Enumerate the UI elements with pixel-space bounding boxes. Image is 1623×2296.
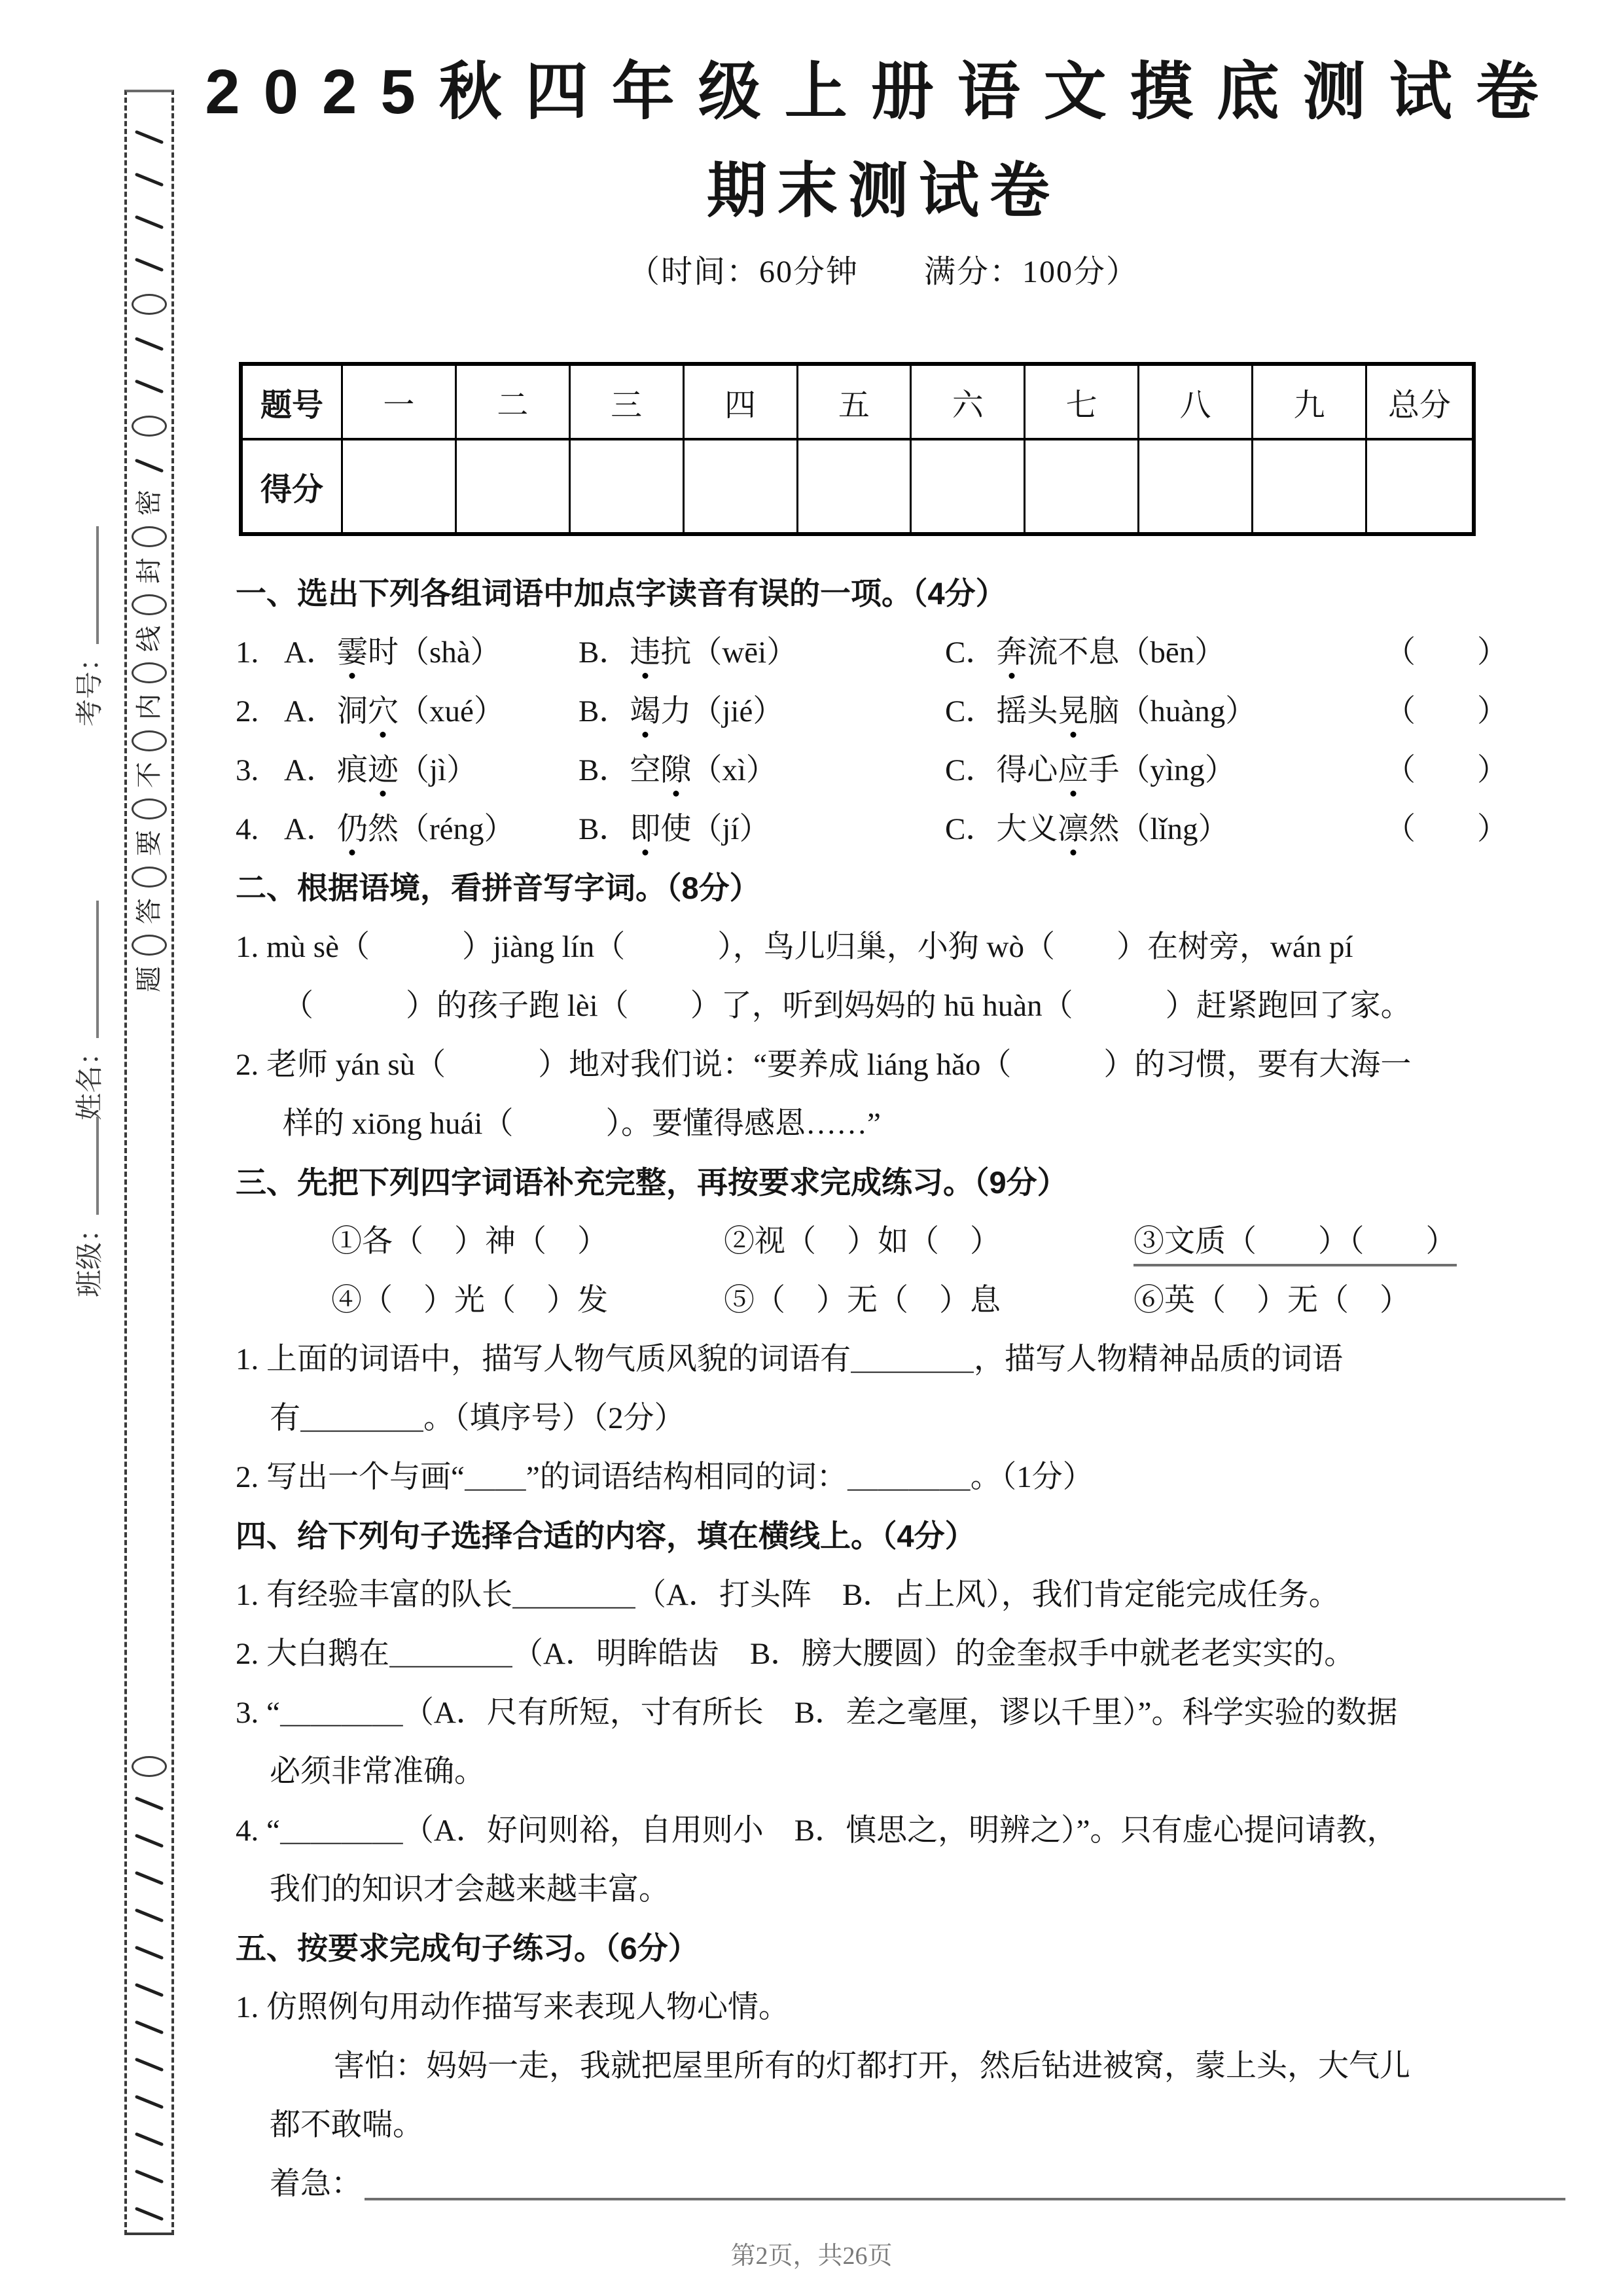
- idiom-item: ⑥英（ ）无（ ）: [1133, 1283, 1410, 1318]
- question-row: [236, 623, 1571, 682]
- dotted-char: 违: [630, 636, 661, 670]
- exam-number-label: [68, 526, 107, 726]
- option-text: A．: [284, 636, 337, 670]
- answer-line-row: [236, 2155, 1571, 2214]
- question-line: 2. 老师 yán sù（ ）地对我们说：“要养成 liáng hǎo（ ）的习惯，要有大海一: [236, 1048, 1412, 1082]
- option-text: C．: [945, 636, 997, 670]
- question-line: 4. “＿＿＿＿（A．好问则裕，自用则小 B．慎思之，明辨之）”。只有虚心提问请教，: [236, 1814, 1398, 1848]
- seal-slash-mark: [135, 2132, 164, 2147]
- example-line: 害怕：妈妈一走，我就把屋里所有的灯都打开，然后钻进被窝，蒙上头，大气儿: [334, 2049, 1410, 2083]
- answer-blank: （ ）: [1385, 812, 1508, 846]
- idiom-item: ⑤（ ）无（ ）息: [724, 1283, 1001, 1318]
- score-table-score-row: [241, 439, 1474, 534]
- seal-char: 内: [134, 694, 164, 720]
- paper-subtitle: 期末测试卷: [706, 158, 1060, 225]
- idiom-item: ②视（ ）如（ ）: [724, 1225, 1001, 1259]
- dotted-char: 迹: [367, 753, 399, 787]
- score-table-corner: 题号: [241, 364, 342, 439]
- dotted-char: 隙: [660, 753, 692, 787]
- seal-circle-icon: [132, 935, 167, 956]
- seal-circle-icon: [132, 294, 167, 315]
- option-text: C．得心: [945, 753, 1058, 787]
- example-line: 都不敢喘。: [270, 2108, 423, 2142]
- option-text: 抗（wēi）: [660, 636, 798, 670]
- score-table-col: 二: [455, 364, 569, 439]
- class-label: [68, 1117, 107, 1297]
- option-b: [579, 682, 945, 741]
- paper-header: [196, 56, 1571, 291]
- score-table-col: 六: [911, 364, 1025, 439]
- question-row: [236, 741, 1571, 800]
- question-line: 我们的知识才会越来越丰富。: [270, 1873, 669, 1907]
- score-table-col: 八: [1139, 364, 1253, 439]
- score-cell: [569, 439, 683, 534]
- option-text: 手（yìng）: [1088, 753, 1236, 787]
- student-name-label-text: 姓名：: [75, 1037, 105, 1121]
- option-text: （xué）: [398, 694, 505, 728]
- seal-char: 要: [134, 830, 164, 856]
- seal-slash-mark: [135, 2095, 164, 2109]
- score-cell: [911, 439, 1025, 534]
- score-row-label: 得分: [241, 439, 342, 534]
- option-a: [284, 682, 579, 741]
- option-a: [284, 800, 579, 859]
- option-text: 然（lǐng）: [1088, 812, 1229, 846]
- question-number: 4.: [236, 812, 259, 846]
- question-line: （ ）的孩子跑 lèi（ ）了，听到妈妈的 hū huàn（ ）赶紧跑回了家。: [283, 989, 1412, 1023]
- question-row: [236, 800, 1571, 859]
- score-cell: [455, 439, 569, 534]
- section-2-heading: 二、根据语境，看拼音写字词。（8分）: [236, 870, 760, 905]
- seal-circle-icon: [132, 1756, 167, 1777]
- option-c: [945, 623, 1361, 682]
- seal-slash-mark: [135, 1871, 164, 1886]
- score-table-header-row: [241, 364, 1474, 439]
- option-b: [579, 741, 945, 800]
- question-line: 3. “＿＿＿＿（A．尺有所短，寸有所长 B．差之毫厘，谬以千里）”。科学实验的数据: [236, 1696, 1398, 1730]
- score-cell: [683, 439, 797, 534]
- score-table-col: 四: [683, 364, 797, 439]
- question-line: 1. mù sè（ ）jiàng lín（ ），鸟儿归巢，小狗 wò（ ）在树旁，wán pí: [236, 930, 1353, 964]
- question-number: 2.: [236, 694, 259, 728]
- question-line: 1. 上面的词语中，描写人物气质风貌的词语有＿＿＿＿，描写人物精神品质的词语: [236, 1342, 1343, 1376]
- option-text: （xì）: [691, 753, 777, 787]
- question-line: 样的 xiōng huái（ ）。要懂得感恩……”: [283, 1107, 881, 1141]
- seal-slash-mark: [135, 459, 164, 473]
- seal-slash-mark: [135, 1834, 164, 1848]
- seal-slash-mark: [135, 380, 164, 394]
- option-text: 使（jí）: [660, 812, 770, 846]
- option-text: 脑（huàng）: [1088, 694, 1257, 728]
- option-text: B．: [579, 694, 630, 728]
- prompt-label: 着急：: [270, 2167, 362, 2201]
- idiom-item: ③文质（ ）（ ）: [1133, 1219, 1457, 1266]
- seal-slash-mark: [135, 2020, 164, 2035]
- idiom-row: [236, 1212, 1571, 1271]
- seal-char: 题: [134, 966, 164, 992]
- score-cell: [1025, 439, 1139, 534]
- seal-circle-icon: [132, 662, 167, 683]
- seal-slash-mark: [135, 1797, 164, 1811]
- option-b: [579, 800, 945, 859]
- option-text: 力（jié）: [660, 694, 784, 728]
- seal-circle-icon: [132, 526, 167, 547]
- option-text: A．: [284, 812, 337, 846]
- seal-circle-icon: [132, 798, 167, 819]
- seal-char: 答: [134, 898, 164, 924]
- score-table-col: 九: [1253, 364, 1366, 439]
- answer-blank: （ ）: [1385, 636, 1508, 670]
- score-table-col: 七: [1025, 364, 1139, 439]
- seal-slash-mark: [135, 173, 164, 187]
- seal-slash-mark: [135, 2170, 164, 2184]
- seal-char: 封: [134, 558, 164, 584]
- class-label-text: 班级：: [75, 1214, 105, 1297]
- question-row: [236, 682, 1571, 741]
- seal-slash-mark: [135, 1946, 164, 1960]
- section-1-heading: 一、选出下列各组词语中加点字读音有误的一项。（4分）: [236, 576, 1007, 611]
- option-text: C．大义: [945, 812, 1058, 846]
- idiom-item-underlined: [1133, 1212, 1571, 1271]
- option-text: 流不息（bēn）: [1027, 636, 1226, 670]
- dotted-char: 霎: [336, 636, 368, 670]
- seal-char: 线: [134, 626, 164, 652]
- dotted-char: 仍: [336, 812, 368, 846]
- score-table-col: 五: [797, 364, 911, 439]
- seal-slash-mark: [135, 337, 164, 351]
- dotted-char: 奔: [996, 636, 1027, 670]
- section-4-heading: 四、给下列句子选择合适的内容，填在横线上。（4分）: [236, 1518, 976, 1553]
- question-line: 1. 仿照例句用动作描写来表现人物心情。: [236, 1990, 789, 2024]
- seal-char: 不: [134, 762, 164, 788]
- score-cell: [342, 439, 456, 534]
- idiom-row: [236, 1271, 1571, 1330]
- seal-char: 密: [134, 490, 164, 516]
- exam-number-label-text: 考号：: [75, 643, 105, 726]
- question-number: 1.: [236, 636, 259, 670]
- question-line: 1. 有经验丰富的队长＿＿＿＿（A．打头阵 B．占上风），我们肯定能完成任务。: [236, 1578, 1340, 1612]
- seal-circle-icon: [132, 730, 167, 751]
- seal-slash-mark: [135, 258, 164, 272]
- question-line: 2. 大白鹅在＿＿＿＿（A．明眸皓齿 B．膀大腰圆）的金奎叔手中就老老实实的。: [236, 1637, 1355, 1671]
- dotted-char: 穴: [367, 694, 399, 728]
- answer-blank: （ ）: [1385, 753, 1508, 787]
- seal-slash-mark: [135, 2207, 164, 2221]
- option-b: [579, 623, 945, 682]
- answer-underline: [365, 2195, 1565, 2200]
- dotted-char: 即: [630, 812, 661, 846]
- dotted-char: 晃: [1058, 694, 1089, 728]
- seal-circle-icon: [132, 594, 167, 615]
- answer-blank: （ ）: [1385, 694, 1508, 728]
- exam-number-blank: [94, 526, 99, 644]
- option-text: 然（réng）: [367, 812, 515, 846]
- option-c: [945, 682, 1361, 741]
- paper-title: 2025秋四年级上册语文摸底测试卷: [205, 57, 1562, 127]
- dotted-char: 竭: [630, 694, 661, 728]
- section-3-heading: 三、先把下列四字词语补充完整，再按要求完成练习。（9分）: [236, 1165, 1068, 1200]
- option-text: B．空: [579, 753, 661, 787]
- score-table-col: 三: [569, 364, 683, 439]
- seal-slash-mark: [135, 1909, 164, 1923]
- seal-circle-icon: [132, 867, 167, 888]
- student-name-label: [68, 901, 107, 1121]
- score-cell: [1139, 439, 1253, 534]
- score-cell: [1253, 439, 1366, 534]
- option-text: B．: [579, 812, 630, 846]
- question-number: 3.: [236, 753, 259, 787]
- option-text: C．摇头: [945, 694, 1058, 728]
- option-a: [284, 741, 579, 800]
- time-score-meta: （时间：60分钟 满分：100分）: [628, 255, 1139, 290]
- seal-slash-mark: [135, 1983, 164, 1998]
- option-text: A．痕: [284, 753, 368, 787]
- option-c: [945, 800, 1361, 859]
- dotted-char: 应: [1058, 753, 1089, 787]
- question-line: 必须非常准确。: [270, 1755, 485, 1789]
- seal-slash-mark: [135, 130, 164, 145]
- seal-slash-mark: [135, 2058, 164, 2072]
- idiom-item: ①各（ ）神（ ）: [331, 1225, 608, 1259]
- section-5-heading: 五、按要求完成句子练习。（6分）: [236, 1931, 699, 1965]
- score-table: [239, 362, 1476, 536]
- seal-line-strip: [124, 90, 174, 2235]
- option-text: B．: [579, 636, 630, 670]
- question-line: 2. 写出一个与画“＿＿”的词语结构相同的词：＿＿＿＿。（1分）: [236, 1460, 1094, 1494]
- score-cell: [1366, 439, 1474, 534]
- question-line: 有＿＿＿＿。（填序号）（2分）: [270, 1401, 685, 1435]
- score-table-col: 一: [342, 364, 456, 439]
- questions-area: [236, 564, 1571, 2214]
- option-text: （jì）: [398, 753, 478, 787]
- idiom-item: ④（ ）光（ ）发: [331, 1283, 608, 1318]
- page-footer: 第2页，共26页: [730, 2242, 893, 2270]
- dotted-char: 凛: [1058, 812, 1089, 846]
- score-table-col-total: 总分: [1366, 364, 1474, 439]
- class-blank: [94, 1117, 99, 1215]
- student-name-blank: [94, 901, 99, 1038]
- score-cell: [797, 439, 911, 534]
- seal-slash-mark: [135, 215, 164, 230]
- seal-circle-icon: [132, 416, 167, 437]
- option-text: 时（shà）: [367, 636, 501, 670]
- option-a: [284, 623, 579, 682]
- option-text: A．洞: [284, 694, 368, 728]
- option-c: [945, 741, 1361, 800]
